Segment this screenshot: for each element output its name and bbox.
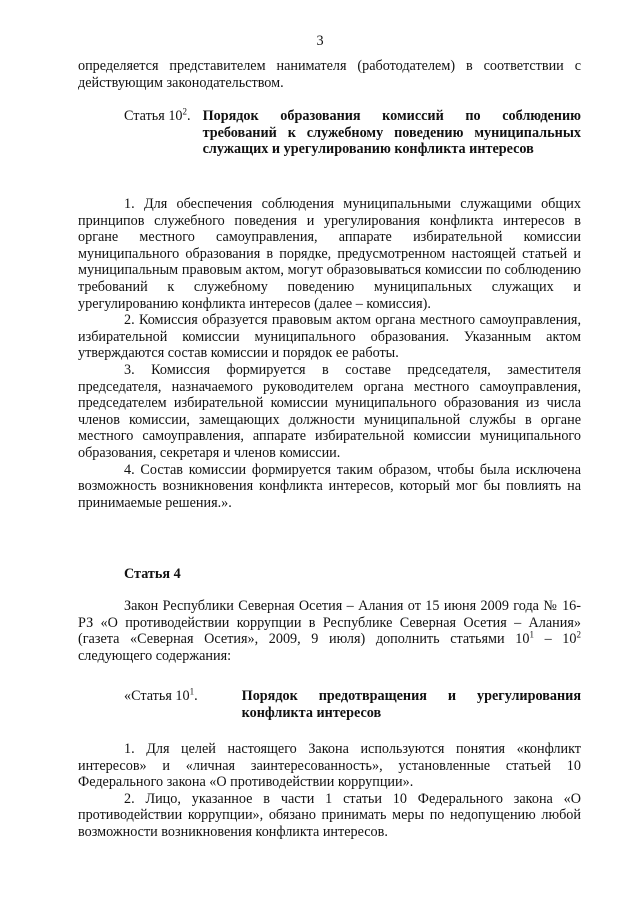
article-10-1-heading [124,688,581,721]
article-4-heading: Статья 4 [124,566,181,582]
paragraph: 1. Для обеспечения соблюдения муниципальными служащими общих принципов служебного поведения и урегулирования конфликта интересов в органе местного самоуправления, аппарате избирательной комиссии муниципального образования в порядке, предусмотренном настоящей статьей и муниципальным правовым актом, могут образовываться комиссии по соблюдению требований к служебному поведению муниципальных служащих и урегулированию конфликта интересов (далее – комиссия). [78,196,581,312]
article-10-1-body [78,741,581,841]
article-4-paragraph: Закон Республики Северная Осетия – Алания от 15 июня 2009 года № 16-РЗ «О противодействии коррупции в Республике Северная Осетия – Алания» (газета «Северная Осетия», 2009, 9 июля) дополнить статьями $10^1 - 10^2$ следующего содержания: [78,598,581,664]
page-number: 3 [316,33,324,49]
article-10-2-body [78,196,581,511]
article-10-1-number: «Статья $10^1$. [124,686,198,704]
paragraph: 3. Комиссия формируется в составе председателя, заместителя председателя, назначаемого руководителем органа местного самоуправления, председателем избирательной комиссии муниципального образования из числа членов комиссии, замещающих должности муниципальной службы в органе местного самоуправления, аппарате избирательной комиссии муниципального образования, секретаря и членов комиссии. [78,361,581,461]
article-10-2-number: Статья $10^2$. [124,106,191,124]
article-10-2-title: Порядок образования комиссий по соблюдению требований к служебному поведению муниципальных служащих и урегулированию конфликта интересов [202,108,581,158]
paragraph: 2. Комиссия образуется правовым актом органа местного самоуправления, избирательной комиссии муниципального образования. Указанным актом утверждаются состав комиссии и порядок ее работы. [78,312,581,362]
paragraph: 4. Состав комиссии формируется таким образом, чтобы была исключена возможность возникновения конфликта интересов, который мог бы повлиять на принимаемые решения.». [78,461,581,511]
article-10-1-title: Порядок предотвращения и урегулирования конфликта интересов [241,688,581,721]
article-10-2-heading [124,108,581,158]
intro-paragraph: определяется представителем нанимателя (работодателем) в соответствии с действующим законодательством. [78,58,581,91]
paragraph: 2. Лицо, указанное в части 1 статьи 10 Федерального закона «О противодействии коррупции», обязано принимать меры по недопущению любой возможности возникновения конфликта интересов. [78,790,581,840]
paragraph: 1. Для целей настоящего Закона используются понятия «конфликт интересов» и «личная заинтересованность», установленные статьей 10 Федерального закона «О противодействии коррупции». [78,741,581,791]
